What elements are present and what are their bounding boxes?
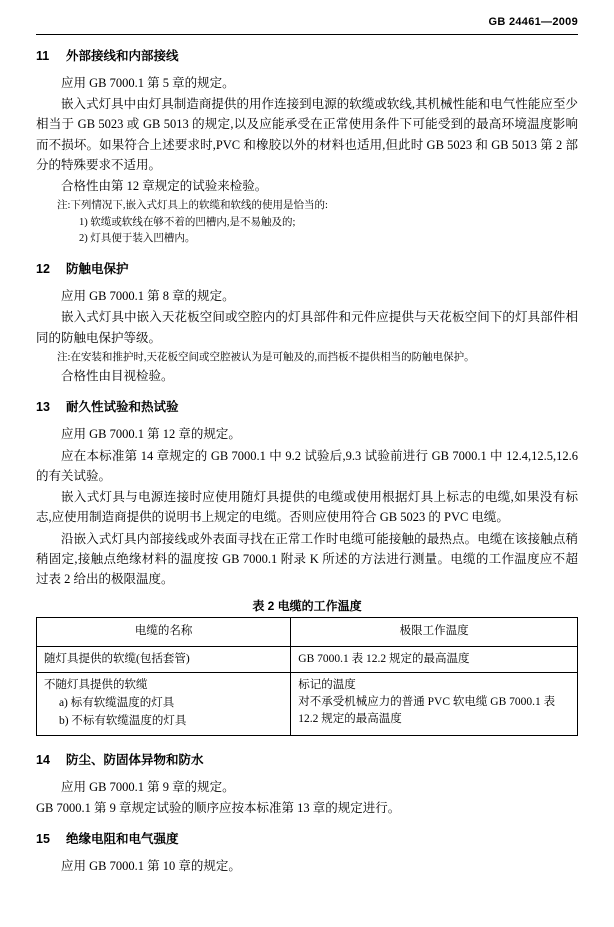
paragraph: 应用 GB 7000.1 第 10 章的规定。 [61, 858, 241, 873]
cell-limit-line-2: 对不承受机械应力的普通 PVC 软电缆 GB 7000.1 表 12.2 规定的最高温度 [298, 696, 556, 726]
section-15-title: 绝缘电阻和电气强度 [66, 832, 179, 846]
paragraph: 应用 GB 7000.1 第 12 章的规定。 [61, 427, 241, 442]
paragraph: 合格性由目视检验。 [61, 369, 174, 384]
paragraph: GB 7000.1 第 9 章规定试验的顺序应按本标准第 13 章的规定进行。 [36, 800, 401, 815]
table-row [37, 646, 578, 672]
section-13-title: 耐久性试验和热试验 [66, 400, 179, 415]
section-13-heading [36, 399, 578, 416]
note-text: 注:在安装和推护时,天花板空间或空腔被认为是可触及的,而挡板不提供相当的防触电保护。 [57, 351, 475, 363]
column-header-cable-name: 电缆的名称 [37, 618, 291, 646]
note-list-item: 2) 灯具便于装入凹槽内。 [79, 233, 196, 245]
paragraph: 合格性由第 12 章规定的试验来检验。 [61, 179, 268, 194]
section-13 [36, 399, 578, 735]
paragraph: 沿嵌入式灯具内部接线或外表面寻找在正常工作时电缆可能接触的最热点。电缆在该接触点稍稍固定,接触点绝缘材料的温度按 GB 7000.1 附录 K 所述的方法进行测量。电缆的工作温度应不超过表 2 给出的极限温度。 [36, 531, 578, 586]
section-14 [36, 752, 578, 818]
section-14-number: 14 [36, 752, 50, 767]
table-header-row [37, 618, 578, 646]
document-content [36, 34, 578, 876]
cell-cable-name [37, 672, 291, 735]
page-header [36, 0, 578, 34]
section-14-title: 防尘、防固体异物和防水 [66, 752, 204, 767]
section-15-heading [36, 831, 578, 848]
section-12-number: 12 [36, 262, 50, 277]
paragraph: 应用 GB 7000.1 第 9 章的规定。 [61, 779, 235, 794]
paragraph: 应在本标准第 14 章规定的 GB 7000.1 中 9.2 试验后,9.3 试验前进行 GB 7000.1 中 12.4,12.5,12.6 的有关试验。 [36, 448, 578, 483]
section-11-number: 11 [36, 49, 50, 63]
column-header-limit-temperature: 极限工作温度 [291, 618, 578, 646]
section-12-title: 防触电保护 [66, 262, 129, 277]
paragraph: 嵌入式灯具与电源连接时应使用随灯具提供的电缆或使用根据灯具上标志的电缆,如果没有标志,应使用制造商提供的说明书上规定的电缆。否则应使用符合 GB 5023 的 PVC 电缆。 [36, 490, 578, 525]
section-15 [36, 831, 578, 876]
cable-temperature-table [36, 617, 578, 735]
table-caption: 表 2 电缆的工作温度 [252, 599, 362, 614]
cell-limit-line-1: 标记的温度 [298, 678, 356, 691]
cell-cable-name: 随灯具提供的软缆(包括套管) [37, 646, 291, 672]
section-15-number: 15 [36, 832, 50, 846]
table-row [37, 672, 578, 735]
paragraph: 应用 GB 7000.1 第 8 章的规定。 [61, 289, 235, 304]
cell-sub-item: a) 标有软缆温度的灯具 [58, 697, 175, 709]
standard-number: GB 24461—2009 [488, 16, 578, 28]
cell-main-text: 不随灯具提供的软缆 [44, 678, 148, 691]
paragraph: 应用 GB 7000.1 第 5 章的规定。 [61, 75, 235, 90]
cell-limit-temperature [291, 672, 578, 735]
section-11 [36, 48, 578, 248]
section-11-title: 外部接线和内部接线 [66, 49, 179, 63]
note-item-list [36, 215, 578, 249]
section-12-heading [36, 261, 578, 278]
cell-sub-item: b) 不标有软缆温度的灯具 [58, 714, 187, 727]
note-list-item: 1) 软缆或软线在够不着的凹槽内,是不易触及的; [79, 216, 296, 228]
header-divider [36, 34, 578, 35]
note-text: 注:下列情况下,嵌入式灯具上的软缆和软线的使用是恰当的: [57, 200, 328, 212]
section-13-number: 13 [36, 400, 50, 415]
cell-limit-temperature: GB 7000.1 表 12.2 规定的最高温度 [291, 646, 578, 672]
paragraph: 嵌入式灯具中由灯具制造商提供的用作连接到电源的软缆或软线,其机械性能和电气性能应至少相当于 GB 5023 或 GB 5013 的规定,以及应能承受在正常使用条件下可能受到的最高环境温度影响而不损坏。如果符合上述要求时,PVC 和橡胶以外的材料也适用,但此时 GB 5023 和 GB 5013 第 2 部分的特殊要求不适用。 [36, 97, 578, 172]
section-11-heading [36, 48, 578, 65]
section-14-heading [36, 752, 578, 769]
paragraph: 嵌入式灯具中嵌入天花板空间或空腔内的灯具部件和元件应提供与天花板空间下的灯具部件相同的防触电保护等级。 [36, 310, 578, 345]
cell-sub-list [44, 695, 283, 731]
section-12 [36, 261, 578, 386]
